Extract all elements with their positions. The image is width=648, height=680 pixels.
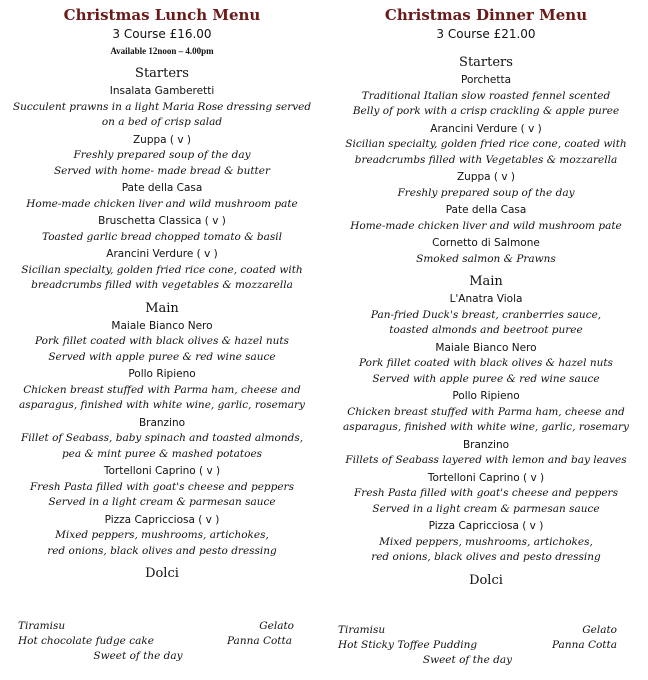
menu-item-description: Fillets of Seabass layered with lemon and bay leaves [345,454,627,466]
menu-item-description: Home-made chicken liver and wild mushroom pate [26,197,298,210]
lunch-starters-list [0,84,324,294]
menu-item-name: Insalata Gamberetti [109,85,215,97]
lunch-dolci-item: Tiramisu [18,620,66,632]
menu-item-description: Pork fillet coated with black olives & hazel nuts [35,335,289,347]
lunch-course-price: 3 Course £16.00 [112,27,212,41]
dinner-dolci-heading: Dolci [469,572,503,588]
menu-item [324,236,648,267]
menu-item-name: Arancini Verdure ( v ) [106,248,218,260]
menu-item [0,181,324,212]
menu-item-description: Served with apple puree & red wine sauce [48,350,276,363]
menu-item-description: asparagus, finished with white wine, garlic, rosemary [343,421,629,433]
menu-item-name: Maiale Bianco Nero [435,341,537,354]
menu-item [0,319,324,366]
menu-item [324,438,648,469]
menu-item [324,389,648,436]
dinner-main-heading: Main [469,274,503,289]
lunch-availability: Available 12noon – 4.00pm [110,46,214,56]
menu-item [0,214,324,245]
dinner-dolci-row-1 [338,623,617,638]
menu-item-description: Chicken breast stuffed with Parma ham, cheese and [347,405,625,418]
dinner-title: Christmas Dinner Menu [384,6,588,24]
menu-item-name: Pizza Capricciosa ( v ) [104,513,220,526]
menu-item-name: Branzino [138,416,186,429]
menu-item-description: Freshly prepared soup of the day [397,186,575,199]
dinner-starters-heading: Starters [459,55,513,70]
menu-item-description: Served in a light cream & parmesan sauce [372,502,600,515]
menu-item-name: Pate della Casa [445,204,527,216]
menu-item [324,519,648,566]
menu-item [324,341,648,388]
menu-item-description: breadcrumbs filled with Vegetables & mozzarella [354,153,618,166]
menu-item-description: Home-made chicken liver and wild mushroom pate [350,219,622,232]
menu-item-name: Pizza Capricciosa ( v ) [428,520,544,532]
dinner-dolci-item: Tiramisu [338,624,386,636]
dinner-dolci-row-3: Sweet of the day [422,654,513,666]
menu-item [324,122,648,169]
lunch-dolci [18,619,294,664]
menu-item-name: Zuppa ( v ) [132,133,192,146]
menu-item [324,170,648,201]
menu-item-name: Arancini Verdure ( v ) [430,122,542,135]
menu-item-description: Belly of pork with a crisp crackling & apple puree [352,105,620,117]
menu-item [0,84,324,131]
menu-item-description: red onions, black olives and pesto dressing [371,551,601,563]
menu-item-description: Fillet of Seabass, baby spinach and toasted almonds, [20,432,304,444]
menu-item-description: Pork fillet coated with black olives & hazel nuts [359,357,613,369]
lunch-dolci-row-3: Sweet of the day [93,650,183,662]
dinner-mains-list [324,292,648,566]
menu-item-description: toasted almonds and beetroot puree [389,324,583,336]
menu-item-description: Fresh Pasta filled with goat's cheese and peppers [354,487,618,499]
menu-item-description: Toasted garlic bread chopped tomato & basil [42,230,282,243]
menu-item-description: asparagus, finished with white wine, garlic, rosemary [19,399,305,411]
menu-item-description: breadcrumbs filled with vegetables & mozzarella [31,279,293,291]
menu-item-description: Smoked salmon & Prawns [416,252,556,265]
menu-item-description: Served with home- made bread & butter [53,164,271,177]
menu-item [324,203,648,234]
lunch-starters-heading: Starters [135,66,189,81]
menu-item-name: Pollo Ripieno [128,368,196,380]
menu-item [0,513,324,560]
menu-item-description: red onions, black olives and pesto dressing [47,544,277,557]
menu-item [0,416,324,463]
menu-item-description: Mixed peppers, mushrooms, artichokes, [55,529,269,541]
lunch-dolci-heading: Dolci [145,566,179,581]
menu-item-description: Traditional Italian slow roasted fennel scented [361,89,611,102]
lunch-title: Christmas Lunch Menu [63,6,261,24]
menu-item [0,464,324,511]
lunch-menu [0,6,324,582]
menu-item-description: Chicken breast stuffed with Parma ham, cheese and [23,383,301,396]
menu-item-description: Freshly prepared soup of the day [73,149,251,161]
lunch-dolci-item: Panna Cotta [226,635,292,647]
menu-item-description: Served in a light cream & parmesan sauce [48,496,276,508]
menu-item-name: Bruschetta Classica ( v ) [98,215,226,227]
menu-item [324,292,648,339]
dinner-dolci-item: Hot Sticky Toffee Pudding [338,639,478,651]
menu-item-name: Zuppa ( v ) [456,171,516,183]
menu-item-name: L'Anatra Viola [449,293,523,305]
menu-item [324,471,648,518]
menu-item [0,367,324,414]
dinner-dolci-item: Gelato [582,624,617,636]
menu-item-description: on a bed of crisp salad [101,116,223,128]
lunch-dolci-item: Gelato [259,620,294,632]
lunch-main-heading: Main [145,300,179,316]
menu-item-name: Tortelloni Caprino ( v ) [427,471,545,484]
menu-item-name: Pollo Ripieno [452,390,520,402]
menu-item-description: Served with apple puree & red wine sauce [372,372,600,385]
menu-item-description: Mixed peppers, mushrooms, artichokes, [379,535,593,548]
menu-item-name: Maiale Bianco Nero [111,319,213,332]
menu-item-description: Sicilian specialty, golden fried rice cone, coated with [21,263,303,276]
menu-item-description: pea & mint puree & mashed potatoes [61,447,263,460]
menu-item-description: Sicilian specialty, golden fried rice cone, coated with [345,138,627,150]
dinner-dolci-row-2 [338,638,617,653]
dinner-starters-list [324,73,648,267]
lunch-dolci-row-2 [18,634,294,649]
lunch-mains-list [0,319,324,560]
menu-item-name: Tortelloni Caprino ( v ) [103,465,221,477]
menu-item [324,73,648,120]
dinner-dolci-item: Panna Cotta [551,639,617,651]
dinner-menu [324,6,648,589]
menu-item-name: Porchetta [460,74,512,86]
menu-item [0,133,324,180]
menu-item-name: Cornetto di Salmone [432,237,540,249]
lunch-dolci-row-1 [18,619,294,634]
dinner-dolci [338,623,617,668]
dinner-course-price: 3 Course £21.00 [436,27,536,41]
menu-item-name: Pate della Casa [121,182,203,194]
menu-item-description: Fresh Pasta filled with goat's cheese and peppers [30,480,294,493]
lunch-dolci-item: Hot chocolate fudge cake [18,635,154,647]
menu-item [0,247,324,294]
menu-item-name: Branzino [462,438,510,451]
menu-item-description: Succulent prawns in a light Maria Rose dressing served [12,100,312,113]
menu-item-description: Pan-fried Duck's breast, cranberries sauce, [370,308,602,321]
